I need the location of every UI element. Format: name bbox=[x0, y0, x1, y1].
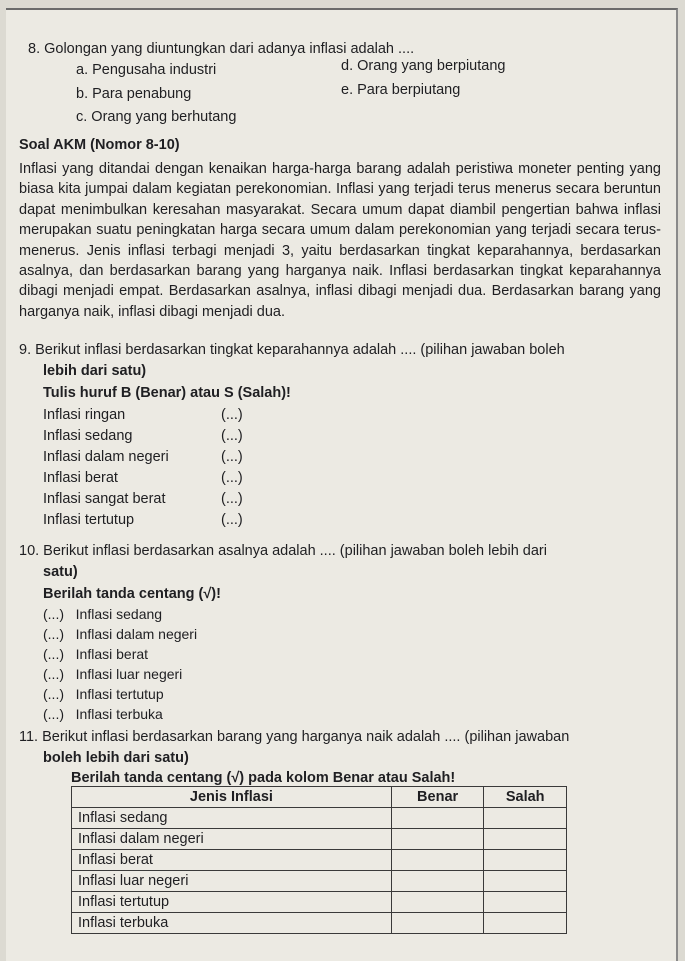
worksheet-page bbox=[6, 8, 678, 961]
q11-question-line2: boleh lebih dari satu) bbox=[43, 750, 189, 766]
benar-cell[interactable] bbox=[391, 913, 484, 934]
salah-cell[interactable] bbox=[484, 913, 567, 934]
q9-item-mark[interactable]: (...) bbox=[221, 470, 243, 486]
q10-option[interactable] bbox=[43, 686, 164, 702]
q10-question-line1: 10. Berikut inflasi berdasarkan asalnya adalah .... (pilihan jawaban boleh lebih dari bbox=[19, 543, 547, 559]
q10-option-mark[interactable]: (...) bbox=[43, 706, 64, 722]
table-row bbox=[72, 808, 567, 829]
table-row bbox=[72, 871, 567, 892]
row-label: Inflasi tertutup bbox=[72, 892, 392, 913]
q10-option-label: Inflasi terbuka bbox=[75, 706, 163, 722]
q8-option-a: a. Pengusaha industri bbox=[76, 62, 217, 78]
q11-answer-table bbox=[71, 786, 567, 934]
header-jenis-inflasi: Jenis Inflasi bbox=[72, 787, 392, 808]
table-row bbox=[72, 913, 567, 934]
q9-instruction: Tulis huruf B (Benar) atau S (Salah)! bbox=[43, 385, 291, 401]
q8-option-d: d. Orang yang berpiutang bbox=[341, 58, 506, 74]
salah-cell[interactable] bbox=[484, 892, 567, 913]
q10-option-label: Inflasi dalam negeri bbox=[75, 626, 198, 642]
benar-cell[interactable] bbox=[391, 871, 484, 892]
q9-question-line2: lebih dari satu) bbox=[43, 363, 147, 379]
q10-option-label: Inflasi luar negeri bbox=[75, 666, 183, 682]
q11-question-line1: 11. Berikut inflasi berdasarkan barang yang harganya naik adalah .... (pilihan jawaban bbox=[19, 729, 570, 745]
header-salah: Salah bbox=[484, 787, 567, 808]
q9-item-label: Inflasi berat bbox=[43, 470, 118, 486]
q9-item-mark[interactable]: (...) bbox=[221, 449, 243, 465]
q9-item-label: Inflasi ringan bbox=[43, 407, 126, 423]
q8-option-e: e. Para berpiutang bbox=[341, 82, 461, 98]
salah-cell[interactable] bbox=[484, 871, 567, 892]
q9-item-mark[interactable]: (...) bbox=[221, 428, 243, 444]
table-row bbox=[72, 892, 567, 913]
q9-question bbox=[19, 341, 565, 359]
q9-item-label: Inflasi tertutup bbox=[43, 512, 135, 528]
q9-item-mark[interactable]: (...) bbox=[221, 407, 243, 423]
akm-paragraph: Inflasi yang ditandai dengan kenaikan harga-harga barang adalah peristiwa moneter penting yang biasa kita jumpai dalam kegiatan perekonomian. Inflasi yang terjadi terus menerus secara beruntun dapat menimbulkan keresahan masyarakat. Secara umum dapat diambil pengertian bahwa inflasi merupakan suatu peningkatan harga secara umum dalam perekonomian yang terjadi secara terus-menerus. Jenis inflasi terbagi menjadi 3, yaitu berdasarkan tingkat keparahannya, berdasarkan asalnya, dan berdasarkan barang yang harganya naik. Inflasi berdasarkan tingkat keparahannya dibagi menjadi empat. Berdasarkan asalnya, inflasi dibagi menjadi dua. Berdasarkan barang yang harganya naik, inflasi dibagi menjadi dua. bbox=[19, 161, 661, 320]
q10-question-line2: satu) bbox=[43, 564, 78, 580]
q8-option-c: c. Orang yang berhutang bbox=[76, 109, 237, 125]
q9-item-mark[interactable]: (...) bbox=[221, 491, 243, 507]
q11-question bbox=[19, 728, 569, 746]
q10-option-label: Inflasi sedang bbox=[75, 606, 163, 622]
q10-option-label: Inflasi tertutup bbox=[75, 686, 164, 702]
benar-cell[interactable] bbox=[391, 892, 484, 913]
q10-option[interactable] bbox=[43, 706, 163, 722]
q10-instruction: Berilah tanda centang (√)! bbox=[43, 586, 221, 602]
benar-cell[interactable] bbox=[391, 850, 484, 871]
q10-option-mark[interactable]: (...) bbox=[43, 646, 64, 662]
q10-option-mark[interactable]: (...) bbox=[43, 686, 64, 702]
row-label: Inflasi berat bbox=[72, 850, 392, 871]
table-row bbox=[72, 850, 567, 871]
q9-question-line1: 9. Berikut inflasi berdasarkan tingkat keparahannya adalah .... (pilihan jawaban boleh bbox=[19, 342, 565, 358]
akm-passage bbox=[19, 159, 661, 322]
salah-cell[interactable] bbox=[484, 829, 567, 850]
q10-option-mark[interactable]: (...) bbox=[43, 626, 64, 642]
akm-heading: Soal AKM (Nomor 8-10) bbox=[19, 137, 180, 153]
q10-option[interactable] bbox=[43, 666, 182, 682]
q10-option[interactable] bbox=[43, 646, 148, 662]
q10-option[interactable] bbox=[43, 626, 197, 642]
row-label: Inflasi terbuka bbox=[72, 913, 392, 934]
q10-option-label: Inflasi berat bbox=[75, 646, 149, 662]
table-row bbox=[72, 829, 567, 850]
benar-cell[interactable] bbox=[391, 829, 484, 850]
q9-item-mark[interactable]: (...) bbox=[221, 512, 243, 528]
row-label: Inflasi dalam negeri bbox=[72, 829, 392, 850]
salah-cell[interactable] bbox=[484, 808, 567, 829]
table-header-row bbox=[72, 787, 567, 808]
q8-option-b: b. Para penabung bbox=[76, 86, 192, 102]
q9-item-label: Inflasi sedang bbox=[43, 428, 133, 444]
q10-option-mark[interactable]: (...) bbox=[43, 606, 64, 622]
header-benar: Benar bbox=[391, 787, 484, 808]
q11-instruction: Berilah tanda centang (√) pada kolom Benar atau Salah! bbox=[71, 770, 456, 786]
q9-item-label: Inflasi sangat berat bbox=[43, 491, 166, 507]
q10-question bbox=[19, 542, 547, 560]
salah-cell[interactable] bbox=[484, 850, 567, 871]
row-label: Inflasi luar negeri bbox=[72, 871, 392, 892]
q10-option[interactable] bbox=[43, 606, 162, 622]
benar-cell[interactable] bbox=[391, 808, 484, 829]
row-label: Inflasi sedang bbox=[72, 808, 392, 829]
q10-option-mark[interactable]: (...) bbox=[43, 666, 64, 682]
q9-item-label: Inflasi dalam negeri bbox=[43, 449, 169, 465]
q8-question: 8. Golongan yang diuntungkan dari adanya inflasi adalah .... bbox=[28, 41, 415, 57]
